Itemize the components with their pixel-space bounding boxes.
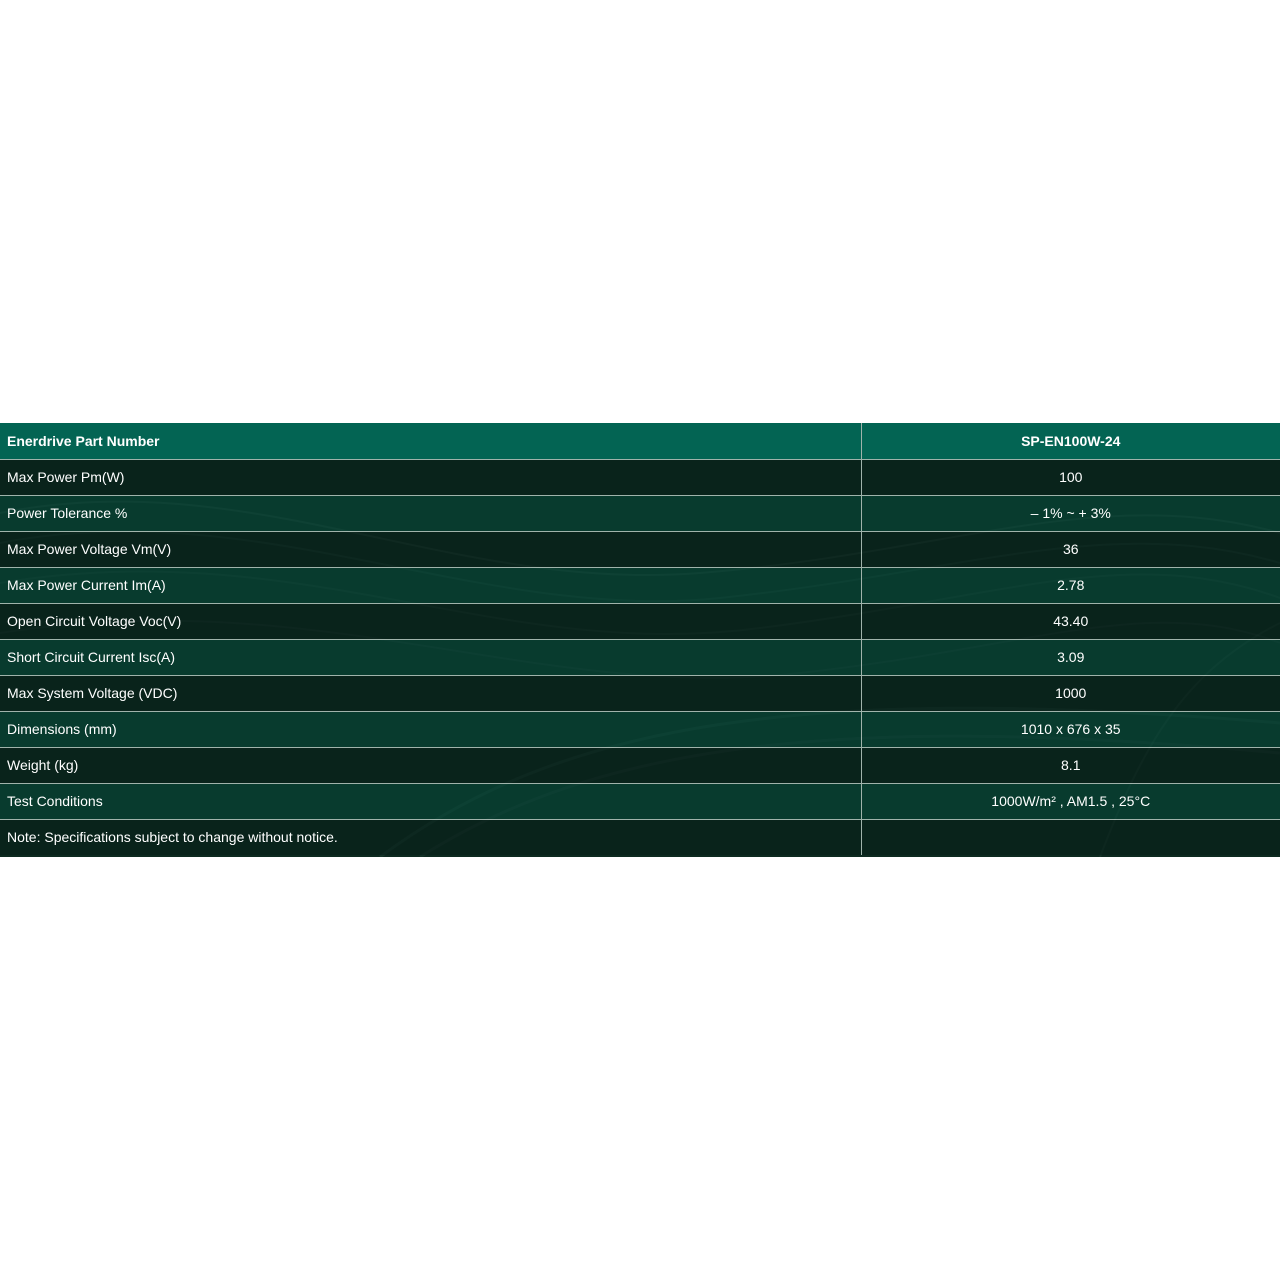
spec-row [0, 459, 1280, 495]
spec-label: Test Conditions [0, 783, 861, 819]
spec-row [0, 603, 1280, 639]
spec-header-row [0, 423, 1280, 459]
spec-value: – 1% ~ + 3% [861, 495, 1280, 531]
spec-value: 1010 x 676 x 35 [861, 711, 1280, 747]
spec-table-panel [0, 423, 1280, 857]
spec-label: Open Circuit Voltage Voc(V) [0, 603, 861, 639]
spec-label: Power Tolerance % [0, 495, 861, 531]
spec-label: Weight (kg) [0, 747, 861, 783]
spec-value: 8.1 [861, 747, 1280, 783]
spec-label: Max Power Voltage Vm(V) [0, 531, 861, 567]
spec-row [0, 495, 1280, 531]
spec-value: 43.40 [861, 603, 1280, 639]
spec-table [0, 423, 1280, 855]
spec-row [0, 711, 1280, 747]
spec-row [0, 567, 1280, 603]
spec-note-value [861, 819, 1280, 855]
spec-row [0, 747, 1280, 783]
spec-label: Max Power Current Im(A) [0, 567, 861, 603]
spec-value: 100 [861, 459, 1280, 495]
spec-value: 36 [861, 531, 1280, 567]
spec-value: 2.78 [861, 567, 1280, 603]
spec-value: 1000 [861, 675, 1280, 711]
spec-header-label: Enerdrive Part Number [0, 423, 861, 459]
spec-row [0, 675, 1280, 711]
spec-label: Max System Voltage (VDC) [0, 675, 861, 711]
spec-label: Dimensions (mm) [0, 711, 861, 747]
spec-note: Note: Specifications subject to change without notice. [0, 819, 861, 855]
spec-header-value: SP-EN100W-24 [861, 423, 1280, 459]
spec-label: Short Circuit Current Isc(A) [0, 639, 861, 675]
spec-row [0, 639, 1280, 675]
spec-row [0, 783, 1280, 819]
spec-value: 1000W/m² , AM1.5 , 25°C [861, 783, 1280, 819]
spec-value: 3.09 [861, 639, 1280, 675]
spec-note-row [0, 819, 1280, 855]
spec-row [0, 531, 1280, 567]
spec-label: Max Power Pm(W) [0, 459, 861, 495]
